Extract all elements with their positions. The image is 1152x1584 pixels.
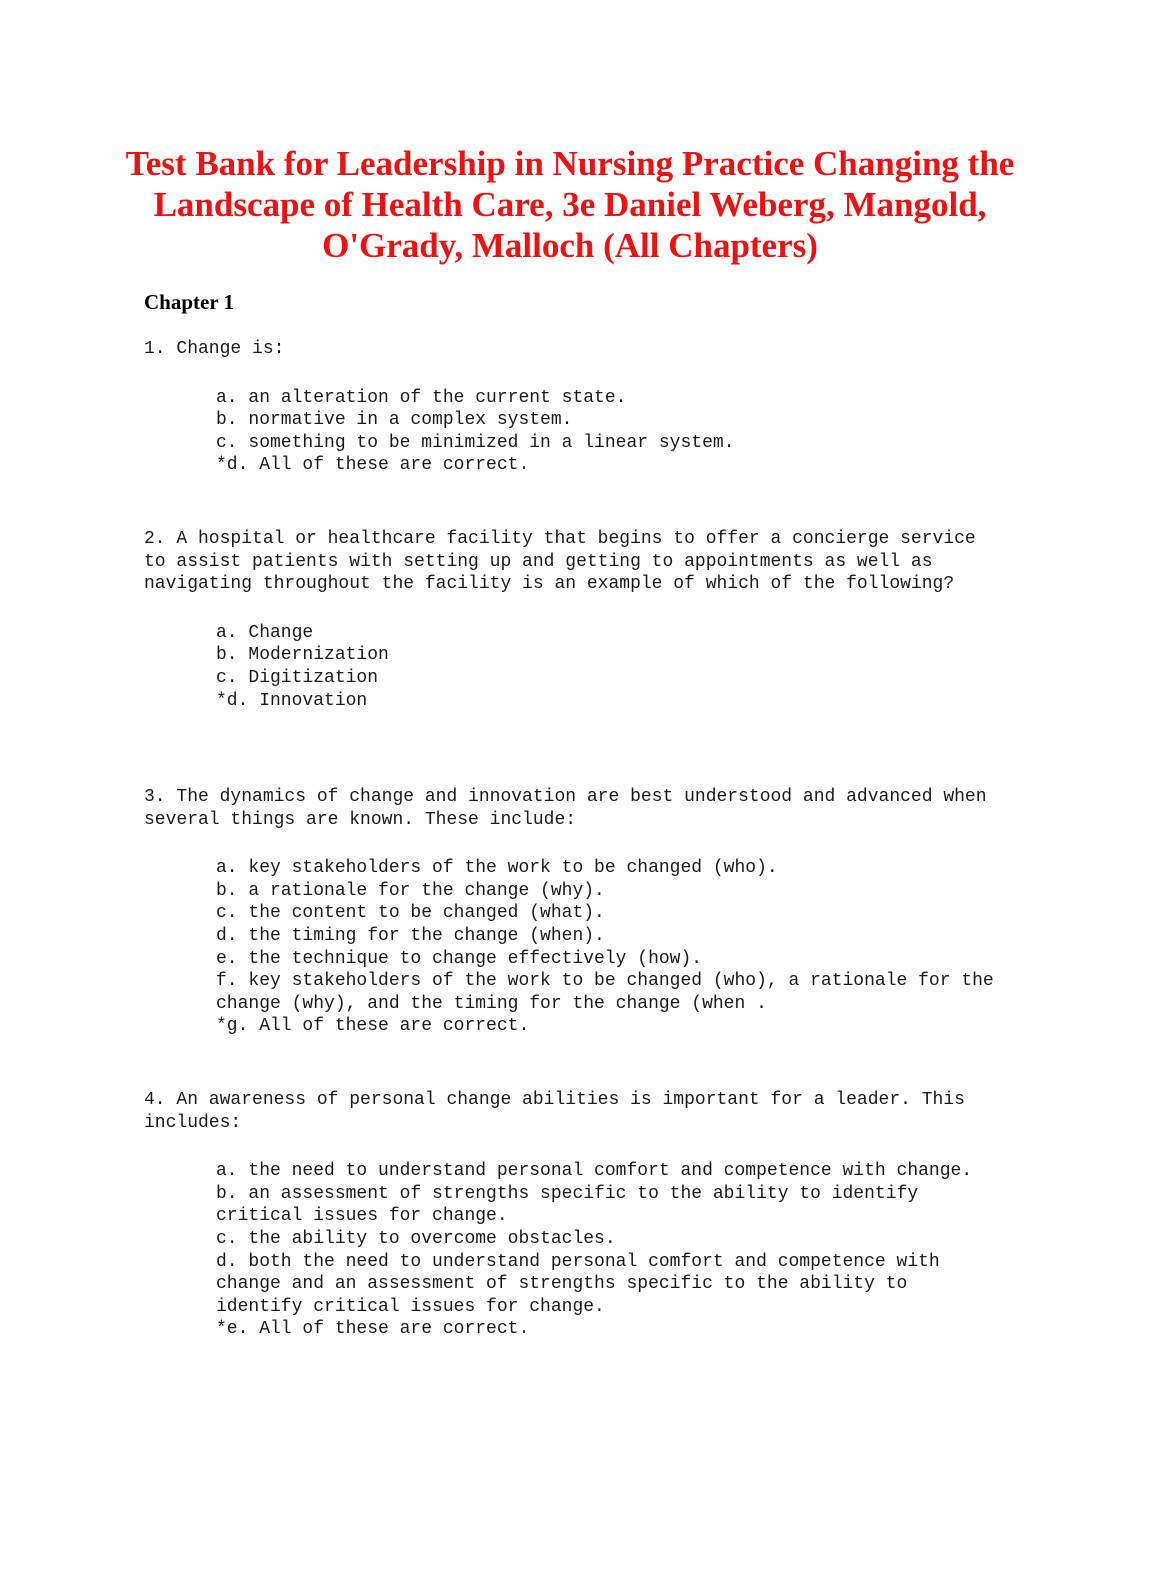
answer-option: c. the content to be changed (what). xyxy=(216,903,605,924)
answer-options xyxy=(216,1160,1004,1341)
answer-option: f. key stakeholders of the work to be changed (who), a rationale for the change (why), and the timing for the change (when . xyxy=(216,971,1005,1014)
question-4 xyxy=(144,1089,1004,1341)
correct-answer-option: *d. All of these are correct. xyxy=(216,455,530,476)
answer-option: b. normative in a complex system. xyxy=(216,410,573,431)
answer-options xyxy=(216,387,1004,477)
question-stem: 1. Change is: xyxy=(144,339,285,359)
answer-option: b. an assessment of strengths specific to the ability to identify critical issues for change. xyxy=(216,1183,929,1227)
question-stem: 3. The dynamics of change and innovation are best understood and advanced when several things are known. These include: xyxy=(144,787,998,830)
question-2 xyxy=(144,528,1004,712)
answer-option: b. a rationale for the change (why). xyxy=(216,880,605,901)
question-1 xyxy=(144,338,1004,477)
answer-option: b. Modernization xyxy=(216,645,389,666)
chapter-heading: Chapter 1 xyxy=(144,290,235,314)
question-stem: 2. A hospital or healthcare facility that begins to offer a concierge service to assist patients with setting up and getting to appointments as well as navigating throughout the facility is an example of which of the following? xyxy=(144,529,987,595)
question-3 xyxy=(144,786,1004,1038)
answer-option: a. an alteration of the current state. xyxy=(216,387,627,408)
answer-option: d. both the need to understand personal comfort and competence with change and an assessment of strengths specific to the ability to identify critical issues for change. xyxy=(216,1251,951,1317)
answer-option: a. key stakeholders of the work to be changed (who). xyxy=(216,858,778,879)
correct-answer-option: *d. Innovation xyxy=(216,690,368,711)
correct-answer-option: *e. All of these are correct. xyxy=(216,1319,530,1340)
answer-option: e. the technique to change effectively (how). xyxy=(216,948,703,969)
answer-option: c. something to be minimized in a linear system. xyxy=(216,432,735,453)
question-stem: 4. An awareness of personal change abilities is important for a leader. This includes: xyxy=(144,1090,976,1133)
answer-option: d. the timing for the change (when). xyxy=(216,925,605,946)
answer-option: a. Change xyxy=(216,622,314,643)
answer-option: c. the ability to overcome obstacles. xyxy=(216,1228,616,1249)
answer-options xyxy=(216,857,1004,1038)
answer-option: c. Digitization xyxy=(216,667,379,688)
correct-answer-option: *g. All of these are correct. xyxy=(216,1016,530,1037)
document-title: Test Bank for Leadership in Nursing Practice Changing the Landscape of Health Care, 3e Daniel Weberg, Mangold, O'Grady, Malloch (All Chapters) xyxy=(125,144,1015,265)
answer-option: a. the need to understand personal comfort and competence with change. xyxy=(216,1161,973,1182)
answer-options xyxy=(216,622,1004,712)
